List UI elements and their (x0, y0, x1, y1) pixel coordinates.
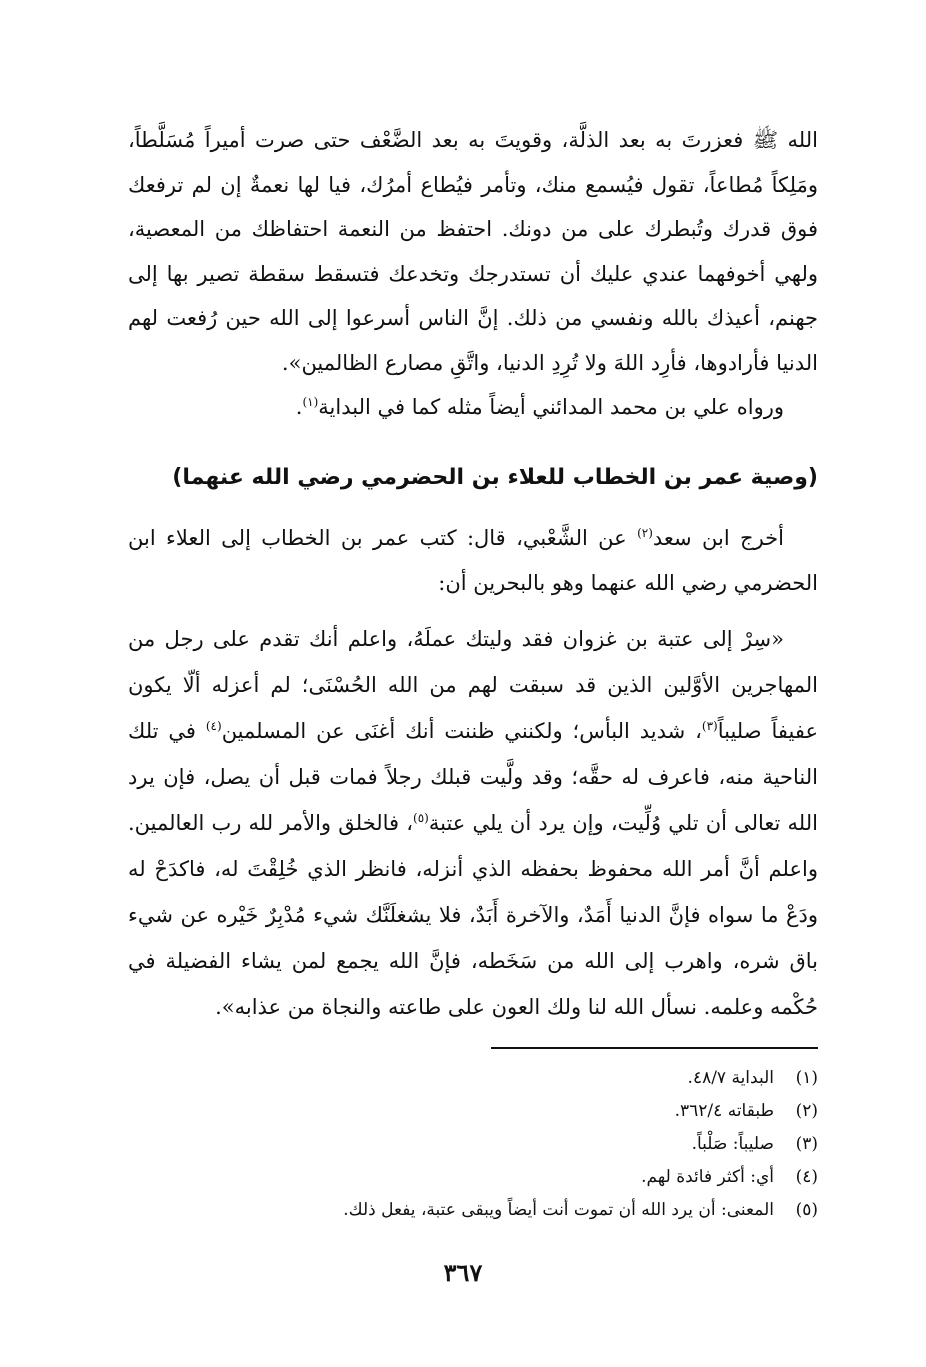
footnote-ref-4[interactable]: (٤) (205, 719, 222, 733)
footnote-item (128, 1161, 818, 1194)
footnote-text: البداية ٤٨/٧. (687, 1068, 774, 1088)
footnote-text: المعنى: أن يرد الله أن تموت أنت أيضاً ويبقى عتبة، يفعل ذلك. (343, 1200, 774, 1220)
letter-part-2: ، شديد البأس؛ ولكنني ظننت أنك أغنَى عن المسلمين (221, 719, 702, 743)
footnote-ref-5[interactable]: (٥) (413, 811, 429, 825)
section-intro-block (128, 516, 818, 605)
footnote-ref-2[interactable]: (٢) (637, 526, 653, 540)
footnote-number: (٣) (795, 1134, 818, 1154)
letter-part-4: ، فالخلق والأمر لله رب العالمين. واعلم أنَّ أمر الله محفوظ بحفظه الذي أنزله، فانظر الذي خُلِقْتَ له، فاكدَحْ له ودَعْ ما سواه فإنَّ الدنيا أَمَدٌ، والآخرة أَبَدٌ، فلا يشغلَنَّك شيء مُدْبِرٌ خَيْره عن شيء باق شره، واهرب إلى الله من سَخَطه، فإنَّ الله يجمع لمن يشاء الفضيلة في حُكْمه وعلمه. نسأل الله لنا ولك العون على طاعته والنجاة من عذابه». (128, 811, 818, 1019)
letter-block (128, 616, 818, 1030)
footnote-divider (491, 1047, 818, 1049)
narration-paragraph (128, 385, 818, 430)
footnote-item (128, 1128, 818, 1161)
footnote-item (128, 1194, 818, 1227)
section-intro-rest: عن الشَّعْبي، قال: كتب عمر بن الخطاب إلى العلاء ابن الحضرمي رضي الله عنهما وهو بالبحرين أن: (128, 526, 818, 595)
footnote-text: طبقاته ٣٦٢/٤. (674, 1101, 774, 1121)
footnote-text: أي: أكثر فائدة لهم. (641, 1167, 774, 1187)
letter-paragraph (128, 616, 818, 1030)
footnote-ref-3[interactable]: (٣) (701, 719, 718, 733)
section-heading: (وصية عمر بن الخطاب للعلاء بن الحضرمي رضي الله عنهما) (172, 465, 818, 490)
footnotes-list (128, 1062, 818, 1227)
footnote-item (128, 1095, 818, 1128)
narration-end: . (295, 395, 303, 419)
footnote-number: (١) (795, 1068, 818, 1088)
footnote-number: (٥) (795, 1200, 818, 1220)
section-intro-paragraph (128, 516, 818, 605)
footnote-number: (٢) (795, 1101, 818, 1121)
section-intro-start: أخرج ابن سعد (652, 526, 784, 550)
page-number: ٣٦٧ (443, 1258, 483, 1287)
narration-text: ورواه علي بن محمد المدائني أيضاً مثله كما في البداية (318, 395, 784, 419)
letter-part-3: في تلك الناحية منه، فاعرف له حقَّه؛ وقد ولَّيت قبلك رجلاً فمات قبل أن يصل، فإن يرد الله تعالى أن تلي وُلِّيت، وإن يرد أن يلي عتبة (128, 719, 818, 835)
footnote-item (128, 1062, 818, 1095)
footnote-text: صليباً: صَلْباً. (691, 1134, 774, 1154)
intro-paragraph: الله ﷺ فعزرتَ به بعد الذلَّة، وقويتَ به بعد الضَّعْف حتى صرت أميراً مُسَلَّطاً، ومَلِكاً مُطاعاً، تقول فيُسمع منك، وتأمر فيُطاع أمرُك، فيا لها نعمةٌ إن لم ترفعك فوق قدرك وتُبطرك على من دونك. احتفظ من النعمة احتفاظك من المعصية، ولهي أخوفهما عندي عليك أن تستدرجك وتخدعك فتسقط سقطة تصير بها إلى جهنم، أعيذك بالله ونفسي من ذلك. إنَّ الناس أسرعوا إلى الله حين رُفعت لهم الدنيا فأرادوها، فأرِد اللهَ ولا تُرِدِ الدنيا، واتَّقِ مصارع الظالمين». (128, 128, 818, 375)
intro-text-block (128, 118, 818, 430)
footnote-ref-1[interactable]: (١) (302, 395, 319, 409)
letter-part-1: «سِرْ إلى عتبة بن غزوان فقد وليتك عملَهُ، واعلم أنك تقدم على رجل من المهاجرين الأوَّلين الذين قد سبقت لهم من الله الحُسْنَى؛ لم أعزله ألّا يكون عفيفاً صليباً (128, 627, 819, 743)
footnote-number: (٤) (795, 1167, 818, 1187)
